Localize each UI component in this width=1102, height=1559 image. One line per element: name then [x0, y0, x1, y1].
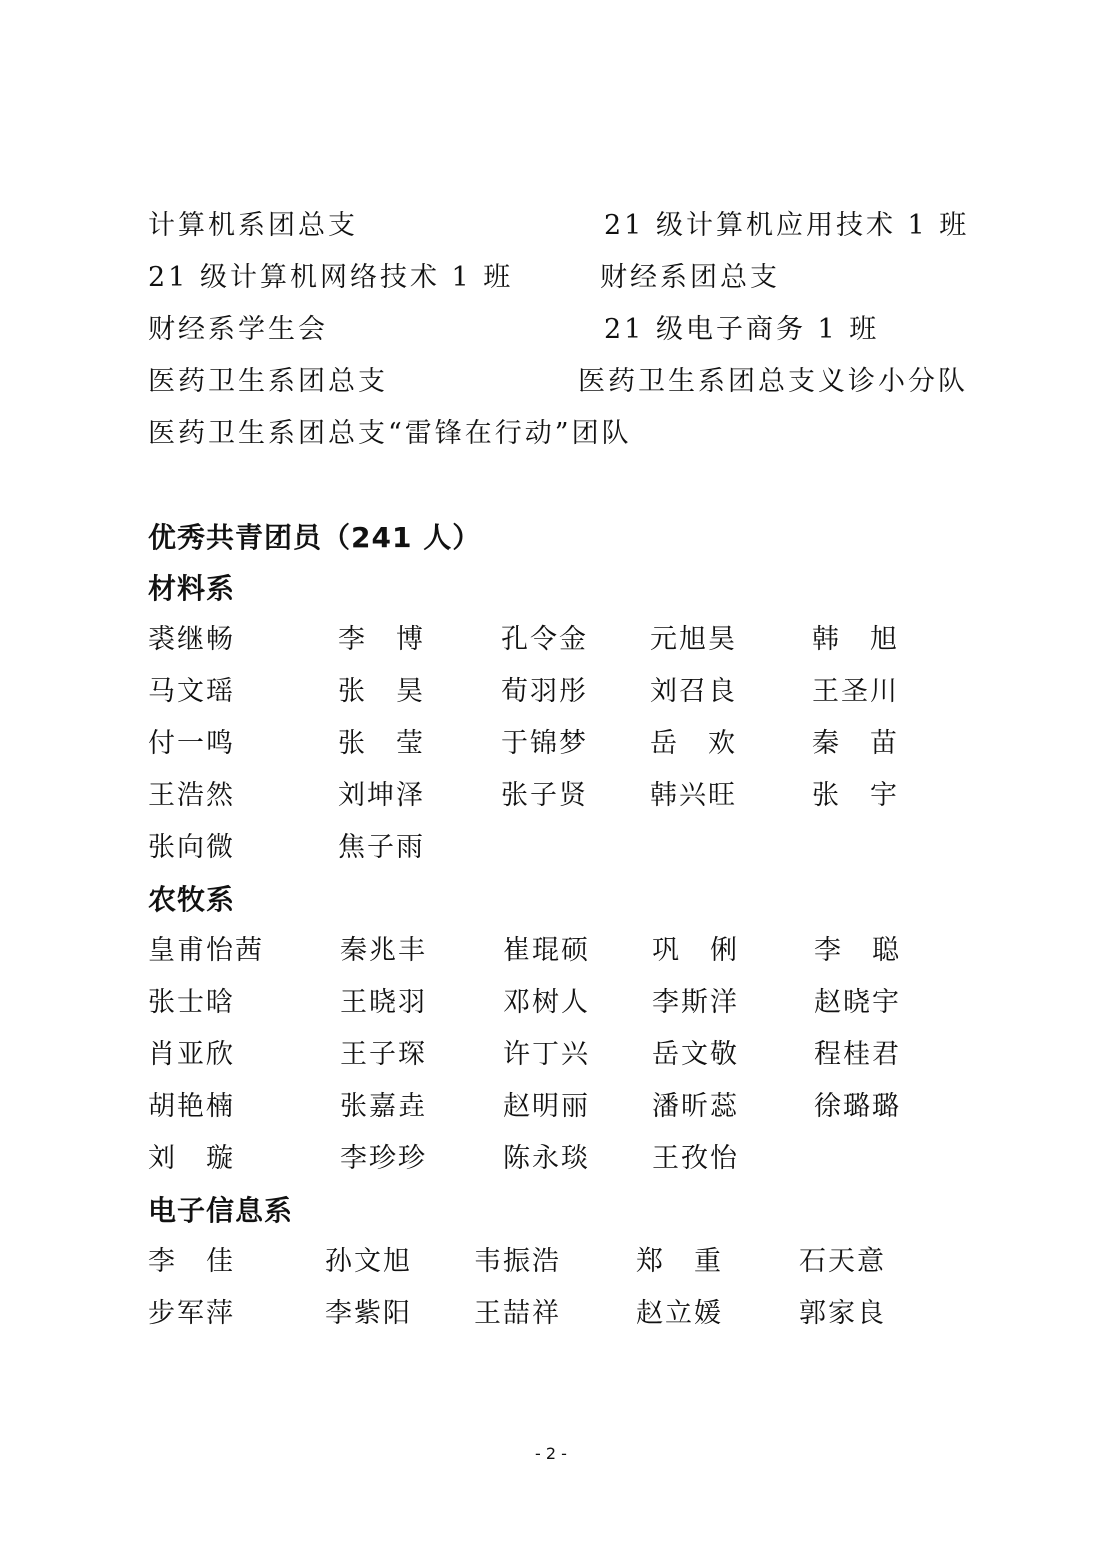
- member-name: 韦振浩: [474, 1246, 561, 1277]
- unit-item: 21 级电子商务 1 班: [604, 314, 880, 345]
- member-name: 崔琨硕: [503, 935, 590, 966]
- member-name: 赵明丽: [503, 1091, 590, 1122]
- member-name: 郭家良: [799, 1298, 886, 1329]
- member-name: 刘召良: [650, 676, 737, 707]
- member-name: 付一鸣: [148, 728, 235, 759]
- member-name: 张 莹: [338, 728, 425, 759]
- member-name: 许丁兴: [503, 1039, 590, 1070]
- member-name: 韩 旭: [812, 624, 899, 655]
- member-name: 李 聪: [814, 935, 901, 966]
- member-name: 孙文旭: [325, 1246, 412, 1277]
- member-name: 赵立媛: [636, 1298, 723, 1329]
- member-name: 郑 重: [636, 1246, 723, 1277]
- member-name: 赵晓宇: [814, 987, 901, 1018]
- member-name: 李 博: [338, 624, 425, 655]
- member-name: 陈永琰: [503, 1143, 590, 1174]
- member-name: 张 昊: [338, 676, 425, 707]
- unit-item: 计算机系团总支: [148, 210, 358, 241]
- member-name: 王喆祥: [474, 1298, 561, 1329]
- member-name: 步军萍: [148, 1298, 235, 1329]
- member-name: 于锦梦: [501, 728, 588, 759]
- member-name: 胡艳楠: [148, 1091, 235, 1122]
- member-name: 程桂君: [814, 1039, 901, 1070]
- member-name: 韩兴旺: [650, 780, 737, 811]
- member-name: 刘坤泽: [338, 780, 425, 811]
- member-name: 王晓羽: [340, 987, 427, 1018]
- member-name: 张 宇: [812, 780, 899, 811]
- member-name: 李珍珍: [340, 1143, 427, 1174]
- member-name: 焦子雨: [338, 832, 425, 863]
- member-name: 徐璐璐: [814, 1091, 901, 1122]
- member-name: 马文瑶: [148, 676, 235, 707]
- member-name: 孔令金: [501, 624, 588, 655]
- member-name: 刘 璇: [148, 1143, 235, 1174]
- member-name: 肖亚欣: [148, 1039, 235, 1070]
- member-name: 岳 欢: [650, 728, 737, 759]
- member-name: 秦 苗: [812, 728, 899, 759]
- section-title: 优秀共青团员（241 人）: [148, 521, 482, 554]
- member-name: 李斯洋: [652, 987, 739, 1018]
- department-heading: 材料系: [148, 572, 236, 605]
- unit-item: 财经系团总支: [600, 262, 780, 293]
- member-name: 张嘉垚: [340, 1091, 427, 1122]
- member-name: 裘继畅: [148, 624, 235, 655]
- member-name: 石天意: [799, 1246, 886, 1277]
- member-name: 元旭昊: [650, 624, 737, 655]
- member-name: 岳文敬: [652, 1039, 739, 1070]
- unit-item: 财经系学生会: [148, 314, 328, 345]
- member-name: 王子琛: [340, 1039, 427, 1070]
- unit-item: 21 级计算机网络技术 1 班: [148, 262, 514, 293]
- member-name: 荀羽彤: [501, 676, 588, 707]
- member-name: 潘昕蕊: [652, 1091, 739, 1122]
- member-name: 王圣川: [812, 676, 899, 707]
- page-number: - 2 -: [535, 1444, 567, 1463]
- department-heading: 电子信息系: [148, 1194, 294, 1227]
- member-name: 张士晗: [148, 987, 235, 1018]
- member-name: 皇甫怡茜: [148, 935, 264, 966]
- department-heading: 农牧系: [148, 883, 236, 916]
- unit-item: 医药卫生系团总支: [148, 366, 388, 397]
- member-name: 王孜怡: [652, 1143, 739, 1174]
- member-name: 李 佳: [148, 1246, 235, 1277]
- member-name: 张向微: [148, 832, 235, 863]
- member-name: 王浩然: [148, 780, 235, 811]
- member-name: 巩 俐: [652, 935, 739, 966]
- unit-item: 医药卫生系团总支“雷锋在行动”团队: [148, 418, 632, 449]
- member-name: 秦兆丰: [340, 935, 427, 966]
- member-name: 邓树人: [503, 987, 590, 1018]
- member-name: 张子贤: [501, 780, 588, 811]
- unit-item: 医药卫生系团总支义诊小分队: [578, 366, 968, 397]
- member-name: 李紫阳: [325, 1298, 412, 1329]
- unit-item: 21 级计算机应用技术 1 班: [604, 210, 970, 241]
